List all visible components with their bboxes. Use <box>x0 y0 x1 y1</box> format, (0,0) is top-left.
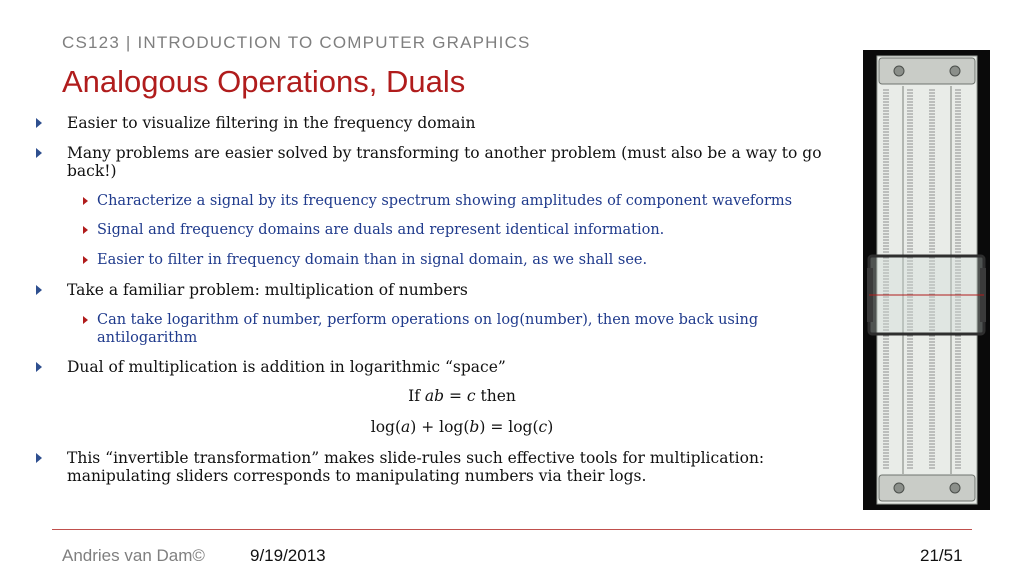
sub-bullet-arrow-icon <box>83 197 88 205</box>
bullet-arrow-icon <box>36 453 42 463</box>
sub-bullet-item: Can take logarithm of number, perform operations on log(number), then move back using antilogarithm <box>97 312 759 346</box>
bullet-item: Easier to visualize filtering in the frequency domain <box>67 114 476 132</box>
bullet-arrow-icon <box>36 148 42 158</box>
footer-date: 9/19/2013 <box>250 546 326 565</box>
sub-bullet-arrow-icon <box>83 316 88 324</box>
equation-line-1: If ab = c then <box>408 387 516 405</box>
footer-divider <box>52 529 972 530</box>
sub-bullet-item: Characterize a signal by its frequency spectrum showing amplitudes of component waveforms <box>97 193 793 209</box>
bullet-arrow-icon <box>36 362 42 372</box>
bullet-item: Many problems are easier solved by transforming to another problem (must also be a way to go back!) <box>67 144 822 180</box>
bullet-item: Take a familiar problem: multiplication of numbers <box>67 281 468 299</box>
course-header: CS123 | INTRODUCTION TO COMPUTER GRAPHICS <box>62 33 531 52</box>
sub-bullet-arrow-icon <box>83 226 88 234</box>
sub-bullet-arrow-icon <box>83 256 88 264</box>
slide-rule-photo <box>863 50 990 510</box>
footer-author: Andries van Dam© <box>62 546 205 565</box>
bullet-item: Dual of multiplication is addition in logarithmic “space” <box>67 358 506 376</box>
slide-title: Analogous Operations, Duals <box>62 64 466 99</box>
page-number: 21/51 <box>920 546 963 565</box>
bullet-arrow-icon <box>36 285 42 295</box>
sub-bullet-item: Easier to filter in frequency domain than in signal domain, as we shall see. <box>97 252 648 268</box>
bullet-arrow-icon <box>36 118 42 128</box>
bullet-item: This “invertible transformation” makes slide-rules such effective tools for multiplication: manipulating sliders corresponds to manipulating numbers via their logs. <box>67 449 765 485</box>
sub-bullet-item: Signal and frequency domains are duals and represent identical information. <box>97 222 665 238</box>
equation-line-2: log(a) + log(b) = log(c) <box>370 418 554 436</box>
